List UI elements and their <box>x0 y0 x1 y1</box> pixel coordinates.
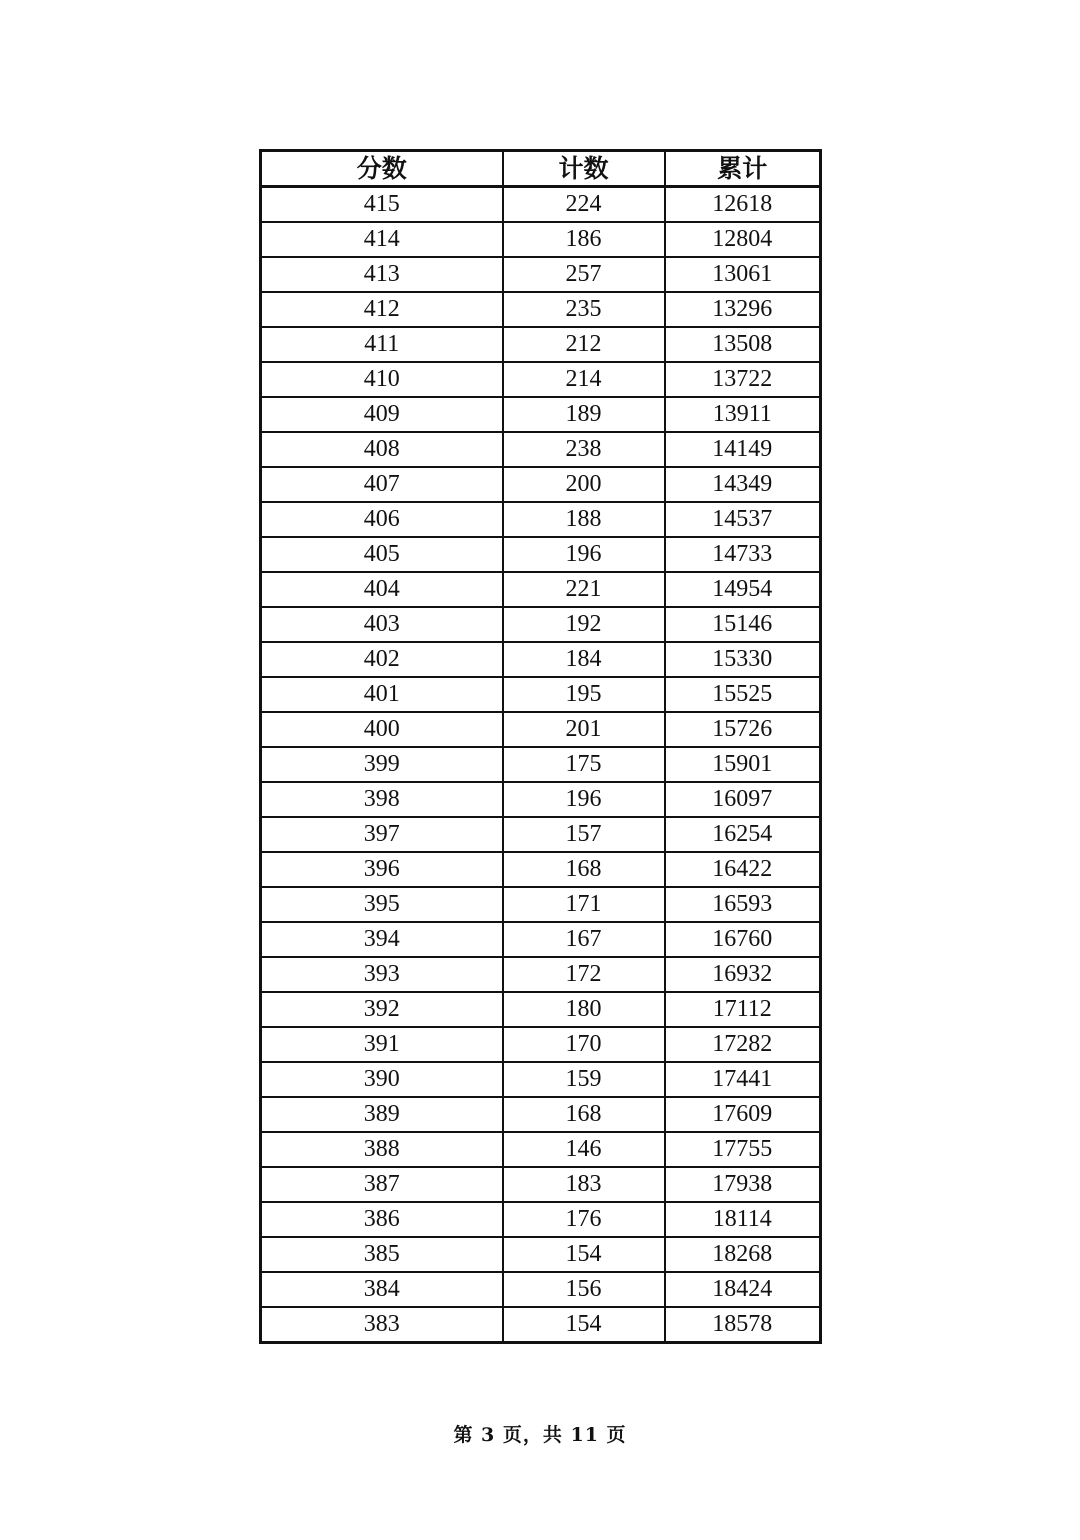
page-footer: 第 3 页，共 11 页 <box>453 1424 627 1446</box>
table-row <box>261 1132 821 1167</box>
cell-cumulative: 14733 <box>665 537 821 572</box>
table-row <box>261 957 821 992</box>
cell-cumulative: 13722 <box>665 362 821 397</box>
cell-cumulative: 18578 <box>665 1307 821 1343</box>
cell-score: 411 <box>261 327 503 362</box>
cell-count: 257 <box>503 257 665 292</box>
score-distribution-table <box>259 149 822 1344</box>
cell-cumulative: 14149 <box>665 432 821 467</box>
cell-cumulative: 13296 <box>665 292 821 327</box>
table-row <box>261 922 821 957</box>
cell-cumulative: 15726 <box>665 712 821 747</box>
table-row <box>261 1307 821 1343</box>
cell-count: 195 <box>503 677 665 712</box>
table-row <box>261 257 821 292</box>
cell-count: 157 <box>503 817 665 852</box>
cell-cumulative: 17441 <box>665 1062 821 1097</box>
cell-score: 413 <box>261 257 503 292</box>
cell-score: 392 <box>261 992 503 1027</box>
cell-cumulative: 17938 <box>665 1167 821 1202</box>
cell-count: 221 <box>503 572 665 607</box>
cell-count: 188 <box>503 502 665 537</box>
cell-score: 408 <box>261 432 503 467</box>
cell-count: 186 <box>503 222 665 257</box>
table-row <box>261 222 821 257</box>
table-row <box>261 397 821 432</box>
table-row <box>261 187 821 223</box>
table-row <box>261 712 821 747</box>
cell-score: 387 <box>261 1167 503 1202</box>
cell-score: 405 <box>261 537 503 572</box>
table-row <box>261 887 821 922</box>
cell-cumulative: 15901 <box>665 747 821 782</box>
cell-cumulative: 14954 <box>665 572 821 607</box>
cell-score: 384 <box>261 1272 503 1307</box>
cell-cumulative: 18114 <box>665 1202 821 1237</box>
cell-count: 168 <box>503 852 665 887</box>
table-header-row <box>261 151 821 187</box>
table-row <box>261 1202 821 1237</box>
cell-count: 170 <box>503 1027 665 1062</box>
cell-count: 224 <box>503 187 665 223</box>
cell-score: 399 <box>261 747 503 782</box>
table-row <box>261 747 821 782</box>
cell-score: 403 <box>261 607 503 642</box>
cell-score: 412 <box>261 292 503 327</box>
cell-score: 410 <box>261 362 503 397</box>
cell-count: 196 <box>503 782 665 817</box>
cell-cumulative: 13911 <box>665 397 821 432</box>
cell-score: 397 <box>261 817 503 852</box>
cell-cumulative: 15525 <box>665 677 821 712</box>
cell-score: 402 <box>261 642 503 677</box>
table-row <box>261 502 821 537</box>
cell-score: 401 <box>261 677 503 712</box>
cell-score: 389 <box>261 1097 503 1132</box>
cell-cumulative: 15146 <box>665 607 821 642</box>
cell-count: 172 <box>503 957 665 992</box>
cell-score: 386 <box>261 1202 503 1237</box>
cell-count: 146 <box>503 1132 665 1167</box>
cell-count: 176 <box>503 1202 665 1237</box>
cell-cumulative: 13061 <box>665 257 821 292</box>
cell-cumulative: 14349 <box>665 467 821 502</box>
cell-score: 396 <box>261 852 503 887</box>
table-row <box>261 642 821 677</box>
cell-count: 167 <box>503 922 665 957</box>
cell-count: 235 <box>503 292 665 327</box>
cell-cumulative: 17112 <box>665 992 821 1027</box>
table-row <box>261 537 821 572</box>
table-row <box>261 1167 821 1202</box>
table-row <box>261 1097 821 1132</box>
table-body <box>261 187 821 1343</box>
header-score: 分数 <box>261 151 503 187</box>
cell-cumulative: 17609 <box>665 1097 821 1132</box>
table-row <box>261 992 821 1027</box>
cell-cumulative: 18268 <box>665 1237 821 1272</box>
table-row <box>261 782 821 817</box>
table-row <box>261 467 821 502</box>
cell-cumulative: 16593 <box>665 887 821 922</box>
cell-count: 171 <box>503 887 665 922</box>
cell-count: 159 <box>503 1062 665 1097</box>
cell-score: 409 <box>261 397 503 432</box>
table-row <box>261 852 821 887</box>
cell-cumulative: 15330 <box>665 642 821 677</box>
cell-score: 407 <box>261 467 503 502</box>
cell-score: 394 <box>261 922 503 957</box>
table-row <box>261 817 821 852</box>
cell-count: 201 <box>503 712 665 747</box>
table-row <box>261 327 821 362</box>
cell-count: 238 <box>503 432 665 467</box>
table-row <box>261 1062 821 1097</box>
table-row <box>261 1027 821 1062</box>
cell-count: 154 <box>503 1307 665 1343</box>
cell-count: 196 <box>503 537 665 572</box>
cell-score: 388 <box>261 1132 503 1167</box>
cell-score: 385 <box>261 1237 503 1272</box>
table-row <box>261 677 821 712</box>
cell-count: 156 <box>503 1272 665 1307</box>
table-row <box>261 432 821 467</box>
cell-cumulative: 14537 <box>665 502 821 537</box>
cell-score: 400 <box>261 712 503 747</box>
cell-score: 404 <box>261 572 503 607</box>
cell-score: 406 <box>261 502 503 537</box>
cell-cumulative: 16932 <box>665 957 821 992</box>
cell-cumulative: 17282 <box>665 1027 821 1062</box>
cell-count: 175 <box>503 747 665 782</box>
cell-cumulative: 16097 <box>665 782 821 817</box>
cell-score: 415 <box>261 187 503 223</box>
cell-cumulative: 13508 <box>665 327 821 362</box>
cell-score: 383 <box>261 1307 503 1343</box>
cell-score: 391 <box>261 1027 503 1062</box>
cell-cumulative: 18424 <box>665 1272 821 1307</box>
header-count: 计数 <box>503 151 665 187</box>
cell-count: 180 <box>503 992 665 1027</box>
cell-score: 390 <box>261 1062 503 1097</box>
header-cumulative: 累计 <box>665 151 821 187</box>
cell-cumulative: 17755 <box>665 1132 821 1167</box>
cell-cumulative: 12618 <box>665 187 821 223</box>
cell-count: 189 <box>503 397 665 432</box>
cell-count: 183 <box>503 1167 665 1202</box>
table-row <box>261 292 821 327</box>
table-row <box>261 572 821 607</box>
cell-count: 214 <box>503 362 665 397</box>
cell-cumulative: 16422 <box>665 852 821 887</box>
cell-score: 393 <box>261 957 503 992</box>
cell-count: 192 <box>503 607 665 642</box>
cell-count: 200 <box>503 467 665 502</box>
cell-score: 398 <box>261 782 503 817</box>
table-row <box>261 1272 821 1307</box>
cell-cumulative: 12804 <box>665 222 821 257</box>
table-row <box>261 607 821 642</box>
cell-count: 154 <box>503 1237 665 1272</box>
cell-count: 212 <box>503 327 665 362</box>
cell-count: 168 <box>503 1097 665 1132</box>
cell-cumulative: 16760 <box>665 922 821 957</box>
cell-count: 184 <box>503 642 665 677</box>
table-row <box>261 1237 821 1272</box>
cell-score: 395 <box>261 887 503 922</box>
cell-score: 414 <box>261 222 503 257</box>
cell-cumulative: 16254 <box>665 817 821 852</box>
table-row <box>261 362 821 397</box>
